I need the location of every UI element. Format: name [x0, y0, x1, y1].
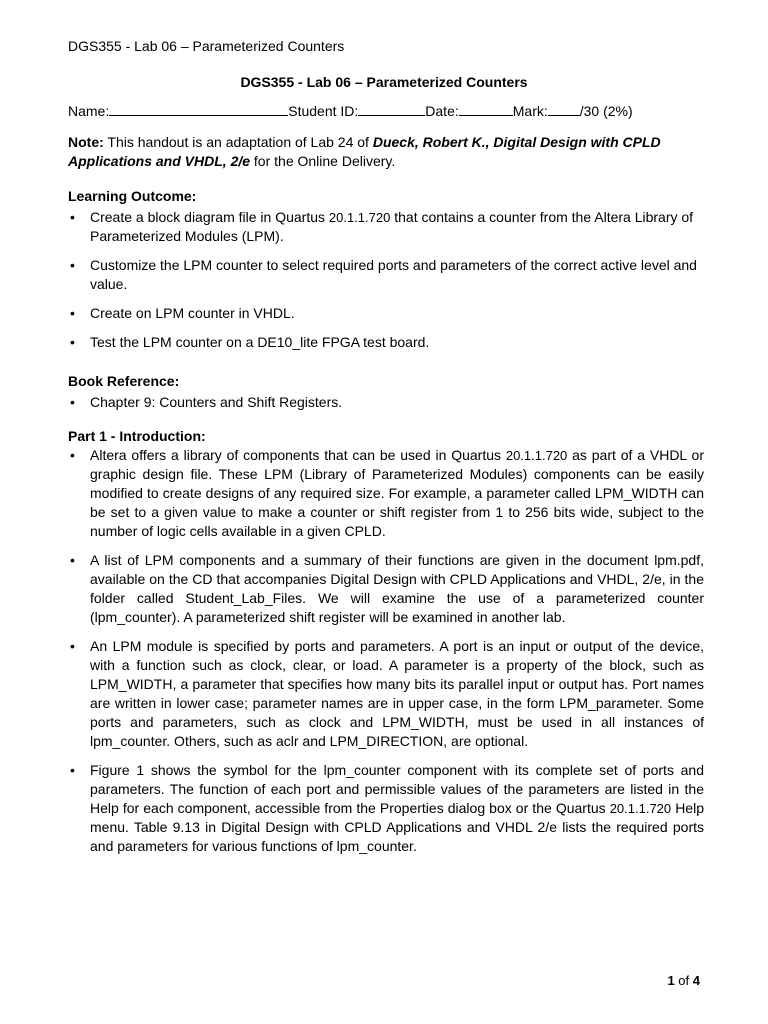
quartus-version: 20.1.1.720 [609, 801, 672, 816]
date-blank [459, 103, 513, 116]
part1-heading: Part 1 - Introduction: [68, 428, 206, 444]
book-reference-list [68, 393, 704, 422]
note-reference: Dueck, Robert K., Digital Design with CPLD Applications and VHDL, 2/e [68, 134, 661, 169]
list-item: • Create a block diagram file in Quartus 20.1.1.720 that contains a counter from the Altera Library of Parameterized Modules (LPM). [68, 208, 704, 246]
book-reference-heading: Book Reference: [68, 373, 180, 389]
date-label: Date: [425, 103, 459, 119]
mark-suffix: /30 (2%) [579, 103, 633, 119]
list-item: • Figure 1 shows the symbol for the lpm_counter component with its complete set of ports and parameters. The function of each port and permissible values of the parameters are listed in the Help for each component, accessible from the Properties dialog box or the Quartus 20.1.1.720 Help menu. Table 9.13 in Digital Design with CPLD Applications and VHDL 2/e lists the required ports and parameters for various functions of lpm_counter. [68, 761, 704, 856]
mark-label: Mark: [512, 103, 548, 119]
note-paragraph [68, 133, 704, 171]
student-info-line [68, 103, 633, 119]
document-title: DGS355 - Lab 06 – Parameterized Counters [240, 74, 528, 90]
note-label: Note: [68, 134, 104, 150]
list-item: • An LPM module is specified by ports and parameters. A port is an input or output of the device, with a function such as clock, clear, or load. A parameter is a property of the block, such as LPM_WIDTH, a parameter that specifies how many bits its parallel input or output has. Port names are written in lower case; parameter names are in upper case, in the form LPM_parameter. Some ports and parameters, such as clock and LPM_WIDTH, must be used in all instances of lpm_counter. Others, such as aclr and LPM_DIRECTION, are optional. [68, 637, 704, 751]
student-id-blank [358, 103, 425, 116]
list-item: • Altera offers a library of components that can be used in Quartus 20.1.1.720 as part of a VHDL or graphic design file. These LPM (Library of Parameterized Modules) components can be easily modified to create designs of any required size. For example, a parameter called LPM_WIDTH can be set to a given value to make a counter or shift register from 1 to 256 bits wide, subject to the number of logic cells available in a given CPLD. [68, 446, 704, 541]
list-item: • Test the LPM counter on a DE10_lite FPGA test board. [68, 333, 704, 352]
list-item: • Customize the LPM counter to select required ports and parameters of the correct active level and value. [68, 256, 704, 294]
running-header: DGS355 - Lab 06 – Parameterized Counters [68, 38, 345, 54]
learning-outcome-list [68, 208, 704, 362]
note-text-before: This handout is an adaptation of Lab 24 of [103, 134, 373, 150]
list-item: • Create on LPM counter in VHDL. [68, 304, 704, 323]
page-number: 1 of 4 [667, 973, 700, 988]
list-item: • A list of LPM components and a summary of their functions are given in the document lpm.pdf, available on the CD that accompanies Digital Design with CPLD Applications and VHDL, 2/e, in the folder called Student_Lab_Files. We will examine the use of a parameterized counter (lpm_counter). A parameterized shift register will be examined in another lab. [68, 551, 704, 627]
mark-blank [548, 103, 580, 116]
learning-outcome-heading: Learning Outcome: [68, 188, 197, 204]
name-blank [109, 103, 288, 116]
name-label: Name: [68, 103, 110, 119]
note-text-after: for the Online Delivery. [250, 153, 396, 169]
student-id-label: Student ID: [288, 103, 359, 119]
part1-list [68, 446, 704, 866]
quartus-version: 20.1.1.720 [328, 210, 391, 225]
list-item: • Chapter 9: Counters and Shift Registers. [68, 393, 704, 412]
quartus-version: 20.1.1.720 [505, 448, 568, 463]
